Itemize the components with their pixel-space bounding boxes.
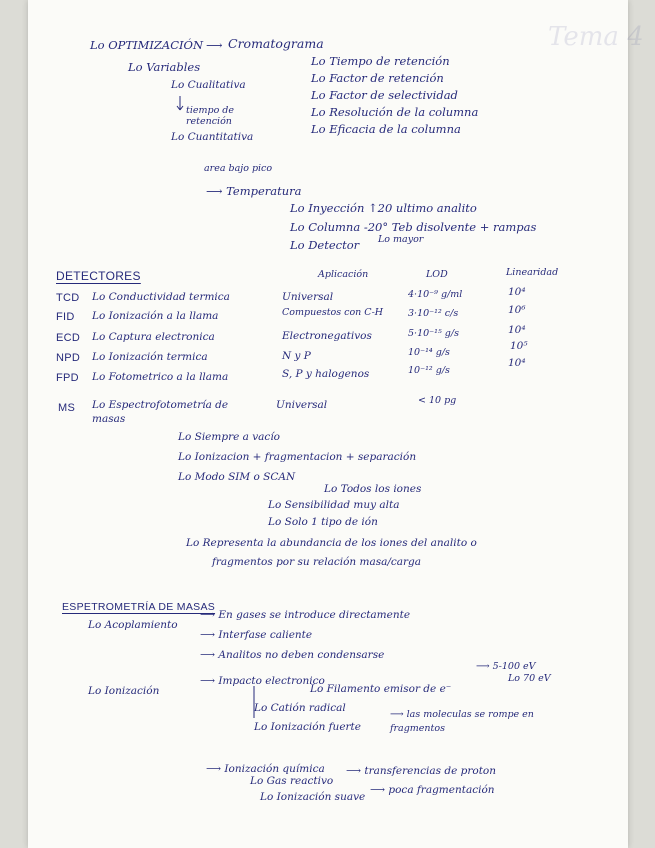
bleed-through-title: Tema 4 [548, 22, 644, 52]
ms-item: Lo Todos los iones [324, 483, 422, 495]
area-bajo-pico-label: area bajo pico [204, 163, 273, 174]
detector-name: Lo Captura electronica [92, 331, 215, 343]
detector-name: Lo Ionización a la llama [92, 310, 219, 322]
tiempo-retencion-label: tiempo de retención [186, 105, 235, 127]
energy-low-label: Lo 70 eV [508, 673, 551, 684]
param-item: Lo Factor de selectividad [311, 88, 458, 102]
notebook-page [28, 0, 644, 848]
detector-lin: 10⁴ [508, 286, 526, 298]
col-header-lod: LOD [426, 269, 448, 280]
detector-lin: 10⁴ [508, 324, 526, 336]
gas-result: ⟶ transferencias de proton [346, 765, 496, 777]
cuantitativa-label: Lo Cuantitativa [171, 131, 254, 143]
detector-abbr: NPD [56, 352, 81, 364]
acoplamiento-label: Lo Acoplamiento [88, 619, 178, 631]
detector-abbr: TCD [56, 292, 80, 304]
ms-item: Lo Siempre a vacío [178, 431, 280, 443]
acoplamiento-item: ⟶ Interfase caliente [200, 629, 313, 641]
arrow-icon: ⟶ [206, 38, 223, 52]
detector-app: Compuestos con C-H [282, 307, 384, 318]
espectrometria-title: ESPETROMETRÍA DE MASAS [62, 601, 216, 613]
ionizacion-fuerte-label: Lo Ionización fuerte [254, 721, 361, 733]
param-item: Lo Factor de retención [311, 71, 444, 85]
ms-item: Lo Sensibilidad muy alta [268, 499, 400, 511]
acoplamiento-item: ⟶ Analitos no deben condensarse [200, 649, 385, 661]
cualitativa-label: Lo Cualitativa [171, 79, 246, 91]
param-item: Lo Eficacia de la columna [311, 122, 461, 136]
col-header-aplicacion: Aplicación [318, 269, 369, 280]
detector-lin: 10⁴ [508, 357, 526, 369]
detector-app: Universal [276, 399, 328, 411]
detector-abbr: MS [58, 402, 76, 414]
gas-reactivo-label: Lo Gas reactivo [250, 775, 334, 787]
energy-high-label: ⟶ 5-100 eV [476, 661, 536, 672]
ionizacion-label: Lo Ionización [88, 685, 160, 697]
detector-name: Lo Espectrofotometría de masas [92, 399, 229, 426]
ms-item: Lo Solo 1 tipo de ión [268, 516, 378, 528]
acoplamiento-item: ⟶ En gases se introduce directamente [200, 609, 411, 621]
ms-item: Lo Representa la abundancia de los iones del analito o [186, 537, 477, 549]
detectores-title: DETECTORES [56, 269, 141, 283]
suave-result: ⟶ poca fragmentación [370, 784, 495, 796]
param-item: Lo Resolución de la columna [311, 105, 479, 119]
optimizacion-heading: Lo OPTIMIZACIÓN [90, 38, 204, 52]
temperatura-label: ⟶ Temperatura [206, 184, 302, 198]
filamento-label: Lo Filamento emisor de e⁻ [310, 683, 452, 695]
col-header-linealidad: Linearidad [506, 267, 559, 278]
detector-name: Lo Ionización termica [92, 351, 208, 363]
detector-lod: 10⁻¹² g/s [408, 365, 450, 376]
ms-item: Lo Ionizacion + fragmentacion + separación [178, 451, 417, 463]
columna-label: Lo Columna -20° Teb disolvente + rampas [290, 220, 537, 234]
detector-label: Lo Detector [290, 238, 360, 252]
param-item: Lo Tiempo de retención [311, 54, 450, 68]
ms-item: fragmentos por su relación masa/carga [212, 556, 422, 568]
ionizacion-suave-label: Lo Ionización suave [260, 791, 366, 803]
cromatograma-label: Cromatograma [228, 36, 324, 51]
detector-lod: < 10 pg [418, 395, 457, 406]
detector-abbr: FID [56, 311, 75, 323]
detector-lin: 10⁵ [510, 340, 528, 352]
ionizacion-quimica-label: ⟶ Ionización química [206, 763, 325, 775]
detector-note: Lo mayor [378, 234, 424, 245]
detector-lod: 4·10⁻⁹ g/ml [408, 289, 463, 300]
detector-name: Lo Fotometrico a la llama [92, 371, 229, 383]
detector-name: Lo Conductividad termica [92, 291, 230, 303]
detector-abbr: FPD [56, 372, 79, 384]
detector-app: Universal [282, 291, 334, 303]
ms-item: Lo Modo SIM o SCAN [178, 471, 296, 483]
inyeccion-label: Lo Inyección ↑20 ultimo analito [290, 201, 477, 215]
detector-app: S, P y halogenos [282, 368, 370, 380]
detector-app: N y P [282, 350, 311, 362]
detector-lod: 10⁻¹⁴ g/s [408, 347, 450, 358]
variables-label: Lo Variables [128, 60, 201, 74]
impacto-electronico-label: ⟶ Impacto electronico [200, 675, 325, 687]
cation-label: Lo Catión radical [254, 702, 346, 714]
detector-lod: 5·10⁻¹⁵ g/s [408, 328, 459, 339]
fuerte-result: ⟶ las moleculas se rompe en fragmentos [390, 709, 534, 734]
detector-lod: 3·10⁻¹² c/s [408, 308, 459, 319]
detector-abbr: ECD [56, 332, 81, 344]
detector-app: Electronegativos [282, 330, 372, 342]
detector-lin: 10⁶ [508, 304, 526, 316]
